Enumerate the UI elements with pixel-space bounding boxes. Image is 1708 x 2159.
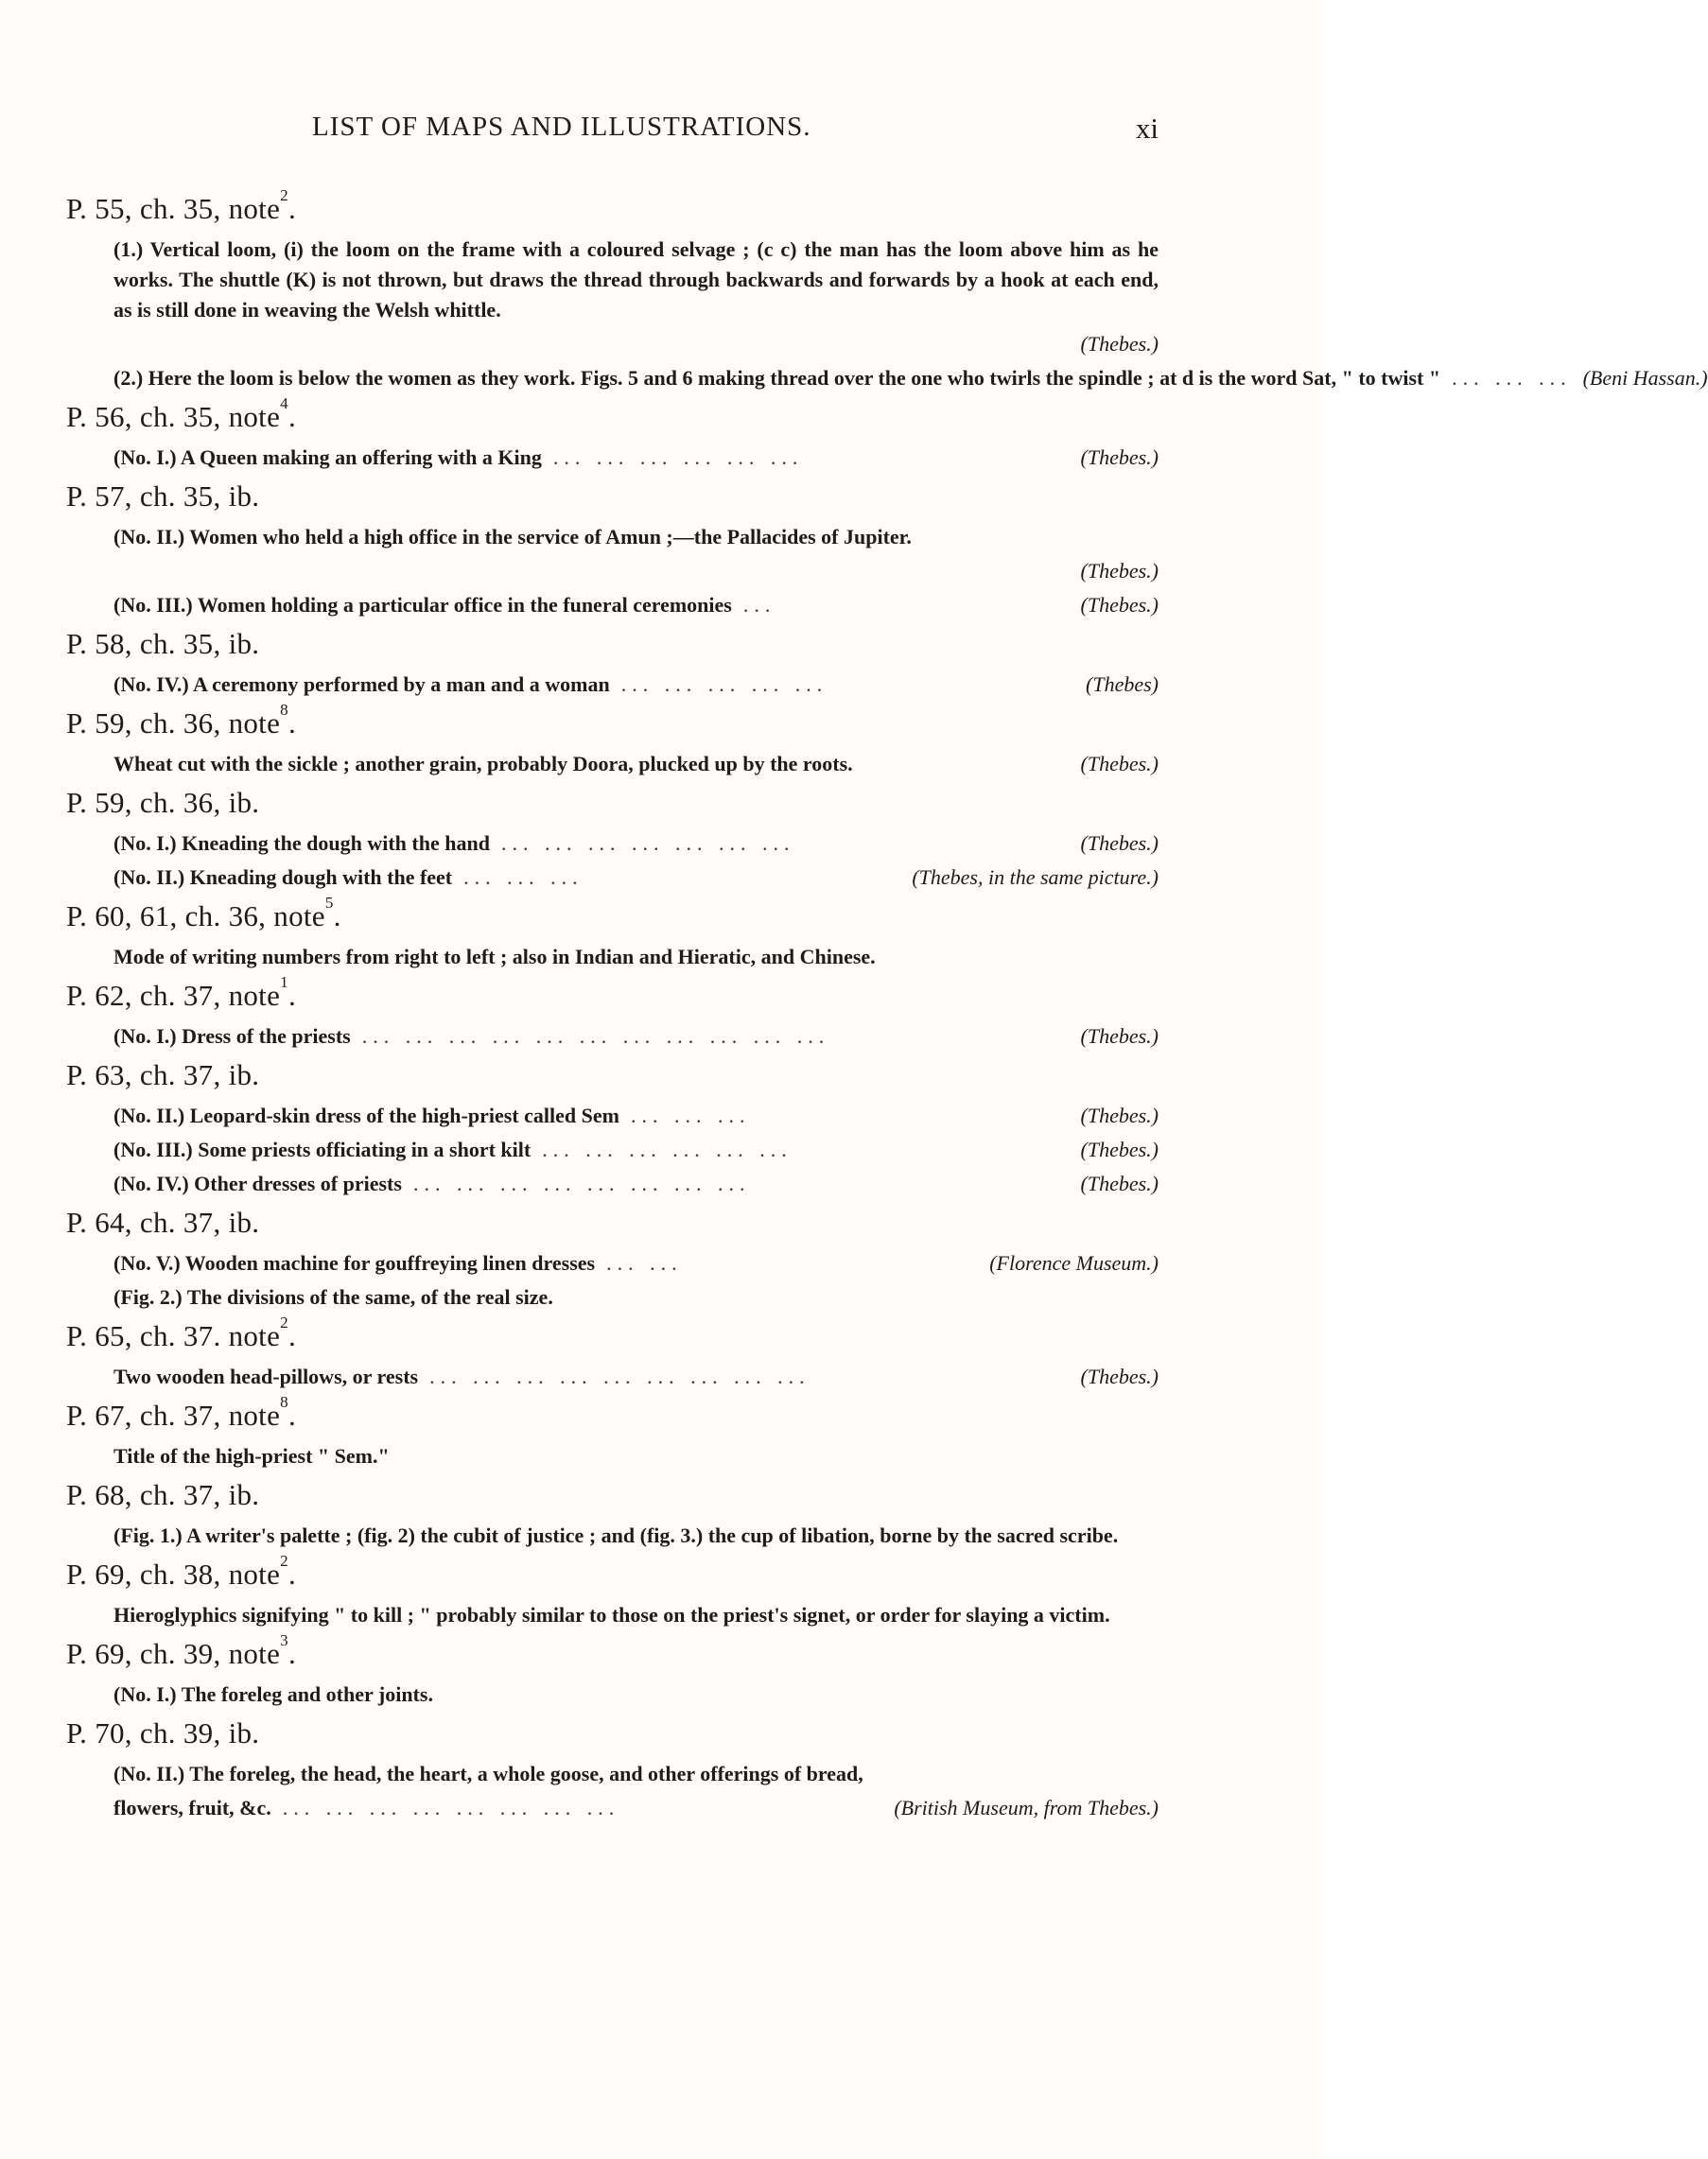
dot-leader: ... ... ... ... ... ... [552, 445, 804, 469]
list-item [66, 363, 1708, 393]
section-heading [66, 1475, 1159, 1515]
list-item [66, 443, 1159, 473]
heading-period: . [288, 1637, 297, 1670]
list-section [66, 1203, 1159, 1313]
note-number: 8 [280, 701, 288, 719]
dot-leader: ... ... ... [1452, 366, 1572, 390]
item-source: (Thebes.) [1080, 559, 1159, 583]
item-source: (Thebes.) [1080, 593, 1159, 617]
heading-period: . [288, 1319, 297, 1352]
item-description: Title of the high-priest " Sem." [113, 1444, 390, 1468]
heading-period: . [288, 706, 297, 740]
item-source: (Thebes.) [1080, 1104, 1159, 1127]
list-section [66, 1393, 1159, 1471]
item-description: (No. III.) Women holding a particular office in the funeral ceremonies [113, 593, 732, 617]
item-description: (No. I.) The foreleg and other joints. [113, 1682, 433, 1706]
list-item [66, 1101, 1159, 1131]
dot-leader: ... ... ... [463, 865, 584, 889]
list-item [66, 942, 1159, 972]
item-description: (No. V.) Wooden machine for gouffreying linen dresses [113, 1251, 596, 1275]
list-item [66, 590, 1159, 620]
list-item [66, 1282, 1159, 1313]
item-description: (No. II.) Kneading dough with the feet [113, 865, 453, 889]
dot-leader: ... [742, 593, 776, 617]
list-item [66, 1441, 1159, 1471]
heading-period: . [333, 899, 341, 932]
list-section [66, 1475, 1159, 1551]
list-section [66, 624, 1159, 700]
note-number: 3 [280, 1631, 288, 1649]
list-item [66, 556, 1159, 586]
dot-leader: ... ... ... ... ... ... ... ... [282, 1796, 620, 1819]
section-heading [66, 1631, 1159, 1674]
list-item [66, 1362, 1159, 1392]
section-heading [66, 394, 1159, 437]
list-section [66, 973, 1159, 1052]
item-description: (No. IV.) A ceremony performed by a man and a woman [113, 672, 610, 696]
section-reference: P. 64, ch. 37, ib. [66, 1206, 260, 1239]
list-section [66, 394, 1159, 473]
list-item [66, 1600, 1159, 1630]
list-item [66, 1135, 1159, 1165]
item-source: (Thebes.) [1080, 831, 1159, 855]
note-number: 4 [280, 394, 288, 412]
item-source: (Beni Hassan.) [1582, 366, 1708, 390]
running-header [0, 112, 1324, 149]
item-description: (1.) Vertical loom, (i) the loom on the frame with a coloured selvage ; (c c) the man has the loom above him as he works. The shuttle (K) is not thrown, but draws the thread through backwards and forwards by a hook at each end, as is still done in weaving the Welsh whittle. [113, 237, 1159, 322]
section-reference: P. 58, ch. 35, ib. [66, 627, 260, 660]
list-item [66, 1169, 1159, 1199]
list-item [66, 1021, 1159, 1052]
section-reference: P. 69, ch. 39, note [66, 1637, 281, 1670]
list-section [66, 783, 1159, 893]
list-item [66, 749, 1159, 779]
item-description: (No. I.) Kneading the dough with the hand [113, 831, 490, 855]
note-number: 2 [280, 186, 288, 204]
section-reference: P. 55, ch. 35, note [66, 192, 281, 225]
section-heading [66, 624, 1159, 664]
dot-leader: ... ... ... [630, 1104, 751, 1127]
item-description: Mode of writing numbers from right to left ; also in Indian and Hieratic, and Chinese. [113, 945, 876, 968]
section-heading [66, 1552, 1159, 1594]
section-reference: P. 68, ch. 37, ib. [66, 1478, 260, 1511]
page-number: xi [1135, 112, 1159, 145]
list-item [66, 235, 1159, 325]
list-item [66, 1680, 1159, 1710]
section-reference: P. 62, ch. 37, note [66, 979, 281, 1012]
section-heading [66, 973, 1159, 1016]
item-source: (Thebes.) [1080, 1172, 1159, 1195]
list-section [66, 1714, 1159, 1823]
dot-leader: ... ... ... ... ... ... ... [500, 831, 795, 855]
item-source: (Thebes.) [1080, 1138, 1159, 1161]
section-reference: P. 67, ch. 37, note [66, 1399, 281, 1432]
dot-leader: ... ... ... ... ... ... ... ... [412, 1172, 751, 1195]
page-title: LIST OF MAPS AND ILLUSTRATIONS. [312, 112, 811, 142]
item-source: (Thebes.) [1080, 1365, 1159, 1388]
note-number: 2 [280, 1314, 288, 1332]
list-section [66, 701, 1159, 779]
list-section [66, 186, 1708, 393]
list-item [66, 522, 1159, 552]
item-description: Wheat cut with the sickle ; another grain, probably Doora, plucked up by the roots. [113, 752, 853, 775]
item-source: (British Museum, from Thebes.) [894, 1796, 1159, 1819]
section-reference: P. 60, 61, ch. 36, note [66, 899, 325, 932]
dot-leader: ... ... [606, 1251, 683, 1275]
item-description: (No. I.) A Queen making an offering with a King [113, 445, 542, 469]
section-reference: P. 59, ch. 36, note [66, 706, 281, 740]
heading-period: . [288, 1399, 297, 1432]
section-reference: P. 65, ch. 37. note [66, 1319, 281, 1352]
section-heading [66, 1055, 1159, 1095]
section-heading [66, 1393, 1159, 1436]
section-reference: P. 63, ch. 37, ib. [66, 1058, 260, 1091]
item-source: (Florence Museum.) [989, 1251, 1159, 1275]
item-source: (Thebes.) [1080, 1024, 1159, 1048]
section-heading [66, 1316, 1159, 1356]
item-source: (Thebes.) [1080, 332, 1159, 356]
item-description: (No. II.) Leopard-skin dress of the high-priest called Sem [113, 1104, 619, 1127]
section-reference: P. 59, ch. 36, ib. [66, 786, 260, 819]
note-number: 1 [280, 973, 288, 991]
section-reference: P. 69, ch. 38, note [66, 1558, 281, 1591]
dot-leader: ... ... ... ... ... ... ... ... ... ... ... [361, 1024, 830, 1048]
list-section [66, 894, 1159, 972]
heading-period: . [288, 400, 297, 433]
section-reference: P. 70, ch. 39, ib. [66, 1716, 260, 1750]
note-number: 5 [324, 894, 334, 912]
item-source: (Thebes.) [1080, 445, 1159, 469]
list-item [66, 1521, 1159, 1551]
item-description: flowers, fruit, &c. [113, 1796, 271, 1819]
list-item [66, 828, 1159, 859]
item-source: (Thebes.) [1080, 752, 1159, 775]
note-number: 2 [280, 1552, 288, 1570]
item-description: (No. II.) Women who held a high office in the service of Amun ;—the Pallacides of Jupiter. [113, 525, 912, 548]
list-item [66, 1759, 1159, 1789]
item-description: (No. I.) Dress of the priests [113, 1024, 351, 1048]
section-heading [66, 186, 1159, 229]
section-heading [66, 477, 1159, 516]
item-source: (Thebes, in the same picture.) [912, 865, 1159, 889]
item-description: (Fig. 1.) A writer's palette ; (fig. 2) the cubit of justice ; and (fig. 3.) the cup of libation, borne by the sacred scribe. [113, 1523, 1119, 1547]
section-reference: P. 57, ch. 35, ib. [66, 479, 260, 513]
item-description: Hieroglyphics signifying " to kill ; " probably similar to those on the priest's signet, or order for slaying a victim. [113, 1603, 1110, 1627]
section-heading [66, 783, 1159, 823]
list-section [66, 477, 1159, 620]
section-heading [66, 1714, 1159, 1753]
note-number: 8 [280, 1393, 288, 1411]
section-heading [66, 701, 1159, 743]
list-section [66, 1631, 1159, 1710]
section-heading [66, 894, 1159, 936]
heading-period: . [288, 192, 297, 225]
dot-leader: ... ... ... ... ... [620, 672, 828, 696]
item-description: (No. II.) The foreleg, the head, the heart, a whole goose, and other offerings of bread, [113, 1762, 863, 1785]
list-item [66, 329, 1159, 359]
item-description: (Fig. 2.) The divisions of the same, of the real size. [113, 1285, 553, 1309]
section-reference: P. 56, ch. 35, note [66, 400, 281, 433]
item-description: (2.) Here the loom is below the women as they work. Figs. 5 and 6 making thread over the one who twirls the spindle ; at d is the word Sat, " to twist " [113, 366, 1441, 390]
item-description: Two wooden head-pillows, or rests [113, 1365, 419, 1388]
list-item [66, 1793, 1159, 1823]
section-heading [66, 1203, 1159, 1243]
heading-period: . [288, 1558, 297, 1591]
item-source: (Thebes) [1086, 672, 1159, 696]
list-item [66, 1248, 1159, 1279]
item-description: (No. IV.) Other dresses of priests [113, 1172, 402, 1195]
dot-leader: ... ... ... ... ... ... [542, 1138, 793, 1161]
item-description: (No. III.) Some priests officiating in a short kilt [113, 1138, 532, 1161]
dot-leader: ... ... ... ... ... ... ... ... ... [429, 1365, 810, 1388]
illustration-list [66, 186, 1708, 1827]
list-section [66, 1316, 1159, 1392]
list-item [66, 670, 1159, 700]
list-section [66, 1055, 1159, 1199]
list-section [66, 1552, 1159, 1630]
list-item [66, 862, 1159, 893]
heading-period: . [288, 979, 297, 1012]
